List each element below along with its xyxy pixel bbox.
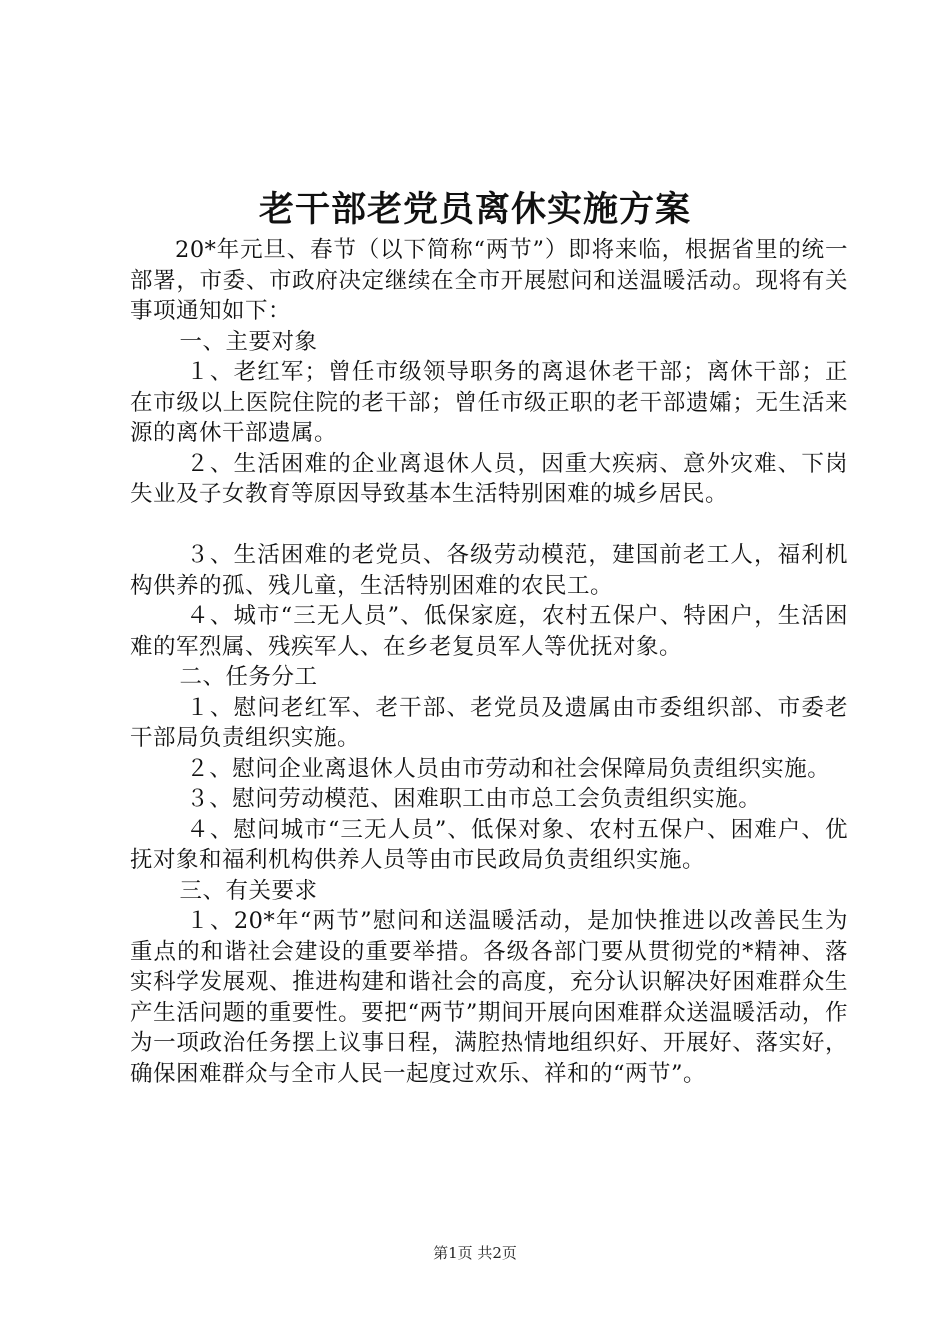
task-item-4: ４、慰问城市“三无人员”、低保对象、农村五保户、困难户、优抚对象和福利机构供养人员等由市民政局负责组织实施。 — [130, 816, 848, 873]
section-heading-requirements: 三、有关要求 — [179, 877, 318, 904]
target-item-2: ２、生活困难的企业离退休人员，因重大疾病、意外灾难、下岗失业及子女教育等原因导致基本生活特别困难的城乡居民。 — [130, 450, 848, 507]
document-body — [130, 235, 848, 1089]
document-title: 老干部老党员离休实施方案 — [258, 189, 691, 230]
page-footer: 第1页 共2页 — [433, 1244, 517, 1262]
target-item-3: ３、生活困难的老党员、各级劳动模范，建国前老工人，福利机构供养的孤、残儿童，生活特别困难的农民工。 — [130, 542, 848, 599]
task-item-1: １、慰问老红军、老干部、老党员及遗属由市委组织部、市委老干部局负责组织实施。 — [130, 694, 848, 751]
section-heading-targets: 一、主要对象 — [179, 328, 318, 355]
task-item-3: ３、慰问劳动模范、困难职工由市总工会负责组织实施。 — [186, 786, 762, 812]
requirement-item-1: １、20*年“两节”慰问和送温暖活动，是加快推进以改善民生为重点的和谐社会建设的重要举措。各级各部门要从贯彻党的*精神、落实科学发展观、推进构建和谐社会的高度，充分认识解决好困难群众生产生活问题的重要性。要把“两节”期间开展向困难群众送温暖活动，作为一项政治任务摆上议事日程，满腔热情地组织好、开展好、落实好，确保困难群众与全市人民一起度过欢乐、祥和的“两节”。 — [130, 908, 848, 1087]
target-item-4: ４、城市“三无人员”、低保家庭，农村五保户、特困户，生活困难的军烈属、残疾军人、在乡老复员军人等优抚对象。 — [130, 603, 848, 660]
target-item-1: １、老红军；曾任市级领导职务的离退休老干部；离休干部；正在市级以上医院住院的老干部；曾任市级正职的老干部遗孀；无生活来源的离休干部遗属。 — [130, 359, 848, 446]
task-item-2: ２、慰问企业离退休人员由市劳动和社会保障局负责组织实施。 — [186, 755, 831, 782]
intro-paragraph: 20*年元旦、春节（以下简称“两节”）即将来临，根据省里的统一部署，市委、市政府决定继续在全市开展慰问和送温暖活动。现将有关事项通知如下： — [130, 237, 848, 324]
section-heading-tasks: 二、任务分工 — [179, 664, 318, 690]
